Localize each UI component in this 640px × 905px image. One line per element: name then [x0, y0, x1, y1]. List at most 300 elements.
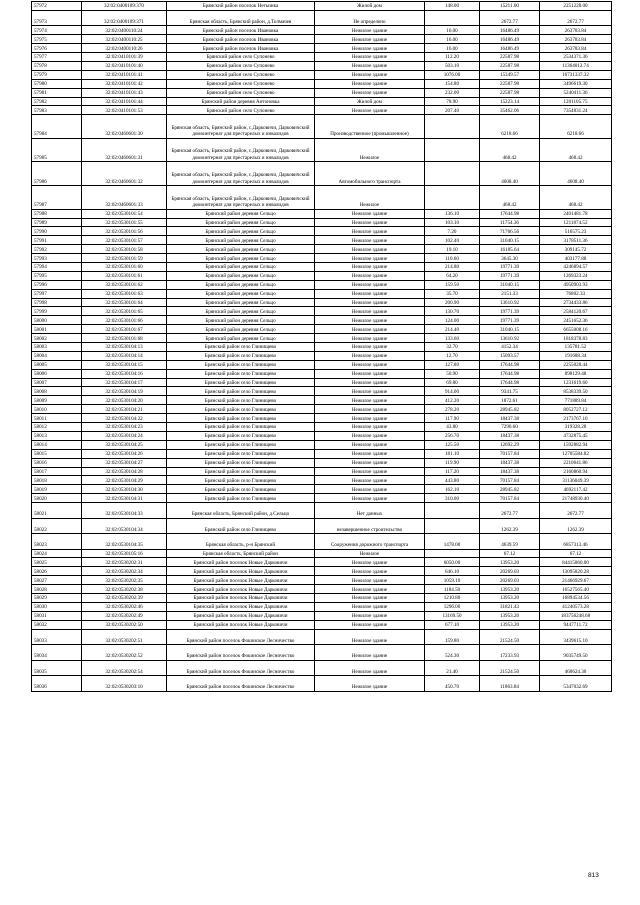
unit-value-cell: 70157.84	[480, 494, 540, 503]
purpose-cell: Нежилое здание	[315, 325, 425, 334]
cadastral-number-cell: 32:02:0410101:43	[82, 88, 167, 97]
area-cell: 214.80	[425, 263, 480, 272]
address-cell: Брянский район поселок Фокинское Лесничество	[167, 660, 315, 676]
address-cell: Брянский район деревня Сельцо	[167, 227, 315, 236]
area-cell: 159.50	[425, 280, 480, 289]
cadastral-number-cell: 32:02:0530104:34	[82, 518, 167, 534]
address-cell: Брянский район село Глинищево	[167, 378, 315, 387]
address-cell: Брянская область, Брянский район, с.Дарковичи, Дарковичский домоинтернат для престарелых и инвалидов	[167, 162, 315, 186]
table-row	[32, 387, 612, 396]
unit-value-cell: 3645.30	[480, 254, 540, 263]
row-number-cell: 58019	[32, 485, 82, 494]
unit-value-cell: 17644.98	[480, 378, 540, 387]
table-row	[32, 115, 612, 139]
area-cell: 232.00	[425, 88, 480, 97]
cadastral-number-cell: 32:02:0530104:29	[82, 476, 167, 485]
cadastral-value-cell: 309145.72	[540, 245, 612, 254]
area-cell: 200.90	[425, 298, 480, 307]
address-cell: Брянская область, Брянский район, с.Дарковичи, Дарковичский домоинтернат для престарелых и инвалидов	[167, 115, 315, 139]
table-row	[32, 660, 612, 676]
area-cell: 127.80	[425, 360, 480, 369]
table-row	[32, 576, 612, 585]
purpose-cell: Нежилое здание	[315, 271, 425, 280]
table-row	[32, 325, 612, 334]
purpose-cell: Нежилое здание	[315, 611, 425, 620]
purpose-cell: Нежилое здание	[315, 307, 425, 316]
cadastral-value-cell: 771889.84	[540, 396, 612, 405]
table-row	[32, 494, 612, 503]
area-cell: 1076.00	[425, 70, 480, 79]
purpose-cell: незавершенное строительство	[315, 518, 425, 534]
unit-value-cell: 67.12	[480, 549, 540, 558]
cadastral-number-cell: 32:02:0530101:65	[82, 307, 167, 316]
cadastral-value-cell: 191688.34	[540, 351, 612, 360]
address-cell: Брянский район деревня Сельцо	[167, 236, 315, 245]
cadastral-value-cell: 1201105.75	[540, 97, 612, 106]
cadastral-number-cell: 32:02:0530104:22	[82, 414, 167, 423]
area-cell: 914.00	[425, 387, 480, 396]
address-cell: Брянский район поселок Новые Дарковичи	[167, 602, 315, 611]
purpose-cell: Нежилое здание	[315, 576, 425, 585]
area-cell: 35.70	[425, 289, 480, 298]
address-cell: Брянский район село Глинищево	[167, 476, 315, 485]
unit-value-cell: 70157.84	[480, 476, 540, 485]
row-number-cell: 58009	[32, 396, 82, 405]
cadastral-value-cell: 183756248.68	[540, 611, 612, 620]
cadastral-number-cell: 32:02:0530104:33	[82, 503, 167, 519]
row-number-cell: 58026	[32, 567, 82, 576]
purpose-cell: Жилой дом	[315, 2, 425, 11]
cadastral-number-cell: 32:02:0530104:24	[82, 431, 167, 440]
row-number-cell: 58017	[32, 467, 82, 476]
cadastral-value-cell: 2734433.86	[540, 298, 612, 307]
unit-value-cell: 13953.20	[480, 620, 540, 629]
area-cell: 159.80	[425, 629, 480, 645]
cadastral-number-cell: 32:02:0410101:40	[82, 61, 167, 70]
cadastral-number-cell: 32:02:0460601:33	[82, 186, 167, 210]
cadastral-number-cell: 32:02:0530202:35	[82, 576, 167, 585]
row-number-cell: 57985	[32, 138, 82, 162]
address-cell: Брянский район село Глинищево	[167, 485, 315, 494]
unit-value-cell: 18437.38	[480, 467, 540, 476]
table-row	[32, 549, 612, 558]
address-cell: Брянский район поселок Фокинское Лесничество	[167, 676, 315, 692]
cadastral-number-cell: 32:02:0530104:26	[82, 449, 167, 458]
area-cell: 117.90	[425, 414, 480, 423]
row-number-cell: 58015	[32, 449, 82, 458]
cadastral-number-cell: 32:02:0530104:23	[82, 423, 167, 432]
address-cell: Брянский район поселок Новые Дарковичи	[167, 594, 315, 603]
table-row	[32, 414, 612, 423]
row-number-cell: 57996	[32, 280, 82, 289]
unit-value-cell: 28945.82	[480, 485, 540, 494]
unit-value-cell: 2672.77	[480, 503, 540, 519]
cadastral-value-cell: 135781.52	[540, 343, 612, 352]
row-number-cell: 58010	[32, 405, 82, 414]
cadastral-value-cell: 1592882.94	[540, 440, 612, 449]
cadastral-number-cell: 32:02:0460601:32	[82, 162, 167, 186]
cadastral-number-cell: 32:02:0530202:49	[82, 611, 167, 620]
row-number-cell: 58008	[32, 387, 82, 396]
cadastral-value-cell: 84415860.00	[540, 558, 612, 567]
row-number-cell: 57974	[32, 26, 82, 35]
row-number-cell: 58029	[32, 594, 82, 603]
unit-value-cell: 16486.49	[480, 44, 540, 53]
cadastral-value-cell: 2451652.36	[540, 316, 612, 325]
cadastral-value-cell: 263783.84	[540, 35, 612, 44]
unit-value-cell: 4152.34	[480, 343, 540, 352]
cadastral-value-cell: 12705584.82	[540, 449, 612, 458]
row-number-cell: 58021	[32, 503, 82, 519]
purpose-cell: Жилой дом	[315, 97, 425, 106]
address-cell: Брянская область, Брянский район, с.Дарковичи, Дарковичский домоинтернат для престарелых и инвалидов	[167, 186, 315, 210]
cadastral-value-cell: 4732875.45	[540, 431, 612, 440]
table-row	[32, 106, 612, 115]
area-cell: 450.70	[425, 676, 480, 692]
purpose-cell: Нежилое здание	[315, 567, 425, 576]
row-number-cell: 57979	[32, 70, 82, 79]
address-cell: Брянский район село Глинищево	[167, 414, 315, 423]
unit-value-cell: 17233.93	[480, 645, 540, 661]
purpose-cell: Нежилое здание	[315, 35, 425, 44]
address-cell: Брянский район деревня Сельцо	[167, 271, 315, 280]
page-number: 813	[588, 872, 599, 879]
table-row	[32, 602, 612, 611]
cadastral-value-cell: 16894534.56	[540, 594, 612, 603]
unit-value-cell: 1262.39	[480, 518, 540, 534]
cadastral-value-cell: 6218.66	[540, 115, 612, 139]
address-cell: Брянский район деревня Сельцо	[167, 209, 315, 218]
area-cell: 278.20	[425, 405, 480, 414]
table-row	[32, 2, 612, 11]
cadastral-number-cell: 32:02:0530101:60	[82, 263, 167, 272]
cadastral-value-cell: 1211874.52	[540, 218, 612, 227]
purpose-cell: Нежилое	[315, 138, 425, 162]
area-cell: 677.10	[425, 620, 480, 629]
area-cell: 1184.50	[425, 585, 480, 594]
address-cell: Брянская область, Брянский район, с.Дарковичи, Дарковичский домоинтернат для престарелых и инвалидов	[167, 138, 315, 162]
table-row	[32, 298, 612, 307]
table-row	[32, 440, 612, 449]
area-cell: 1210.80	[425, 594, 480, 603]
cadastral-value-cell: 2251228.00	[540, 2, 612, 11]
area-cell: 119.90	[425, 458, 480, 467]
row-number-cell: 58032	[32, 620, 82, 629]
table-row	[32, 594, 612, 603]
cadastral-value-cell: 263783.84	[540, 26, 612, 35]
cadastral-value-cell: 76802.33	[540, 289, 612, 298]
purpose-cell: Нежилое здание	[315, 334, 425, 343]
cadastral-value-cell: 468.42	[540, 138, 612, 162]
register-sheet	[31, 1, 611, 692]
purpose-cell: Нежилое здание	[315, 44, 425, 53]
area-cell: 7.20	[425, 227, 480, 236]
cadastral-value-cell: 2160860.94	[540, 467, 612, 476]
cadastral-number-cell: 32:02:0530104:25	[82, 440, 167, 449]
cadastral-value-cell: 67.12	[540, 549, 612, 558]
cadastral-value-cell: 2584120.67	[540, 307, 612, 316]
unit-value-cell: 2672.77	[480, 10, 540, 26]
unit-value-cell: 22587.98	[480, 53, 540, 62]
cadastral-value-cell: 263783.84	[540, 44, 612, 53]
cadastral-number-cell: 32:02:0530101:66	[82, 316, 167, 325]
unit-value-cell: 15349.57	[480, 70, 540, 79]
address-cell: Брянский район село Глинищево	[167, 360, 315, 369]
table-row	[32, 405, 612, 414]
unit-value-cell: 19771.39	[480, 263, 540, 272]
purpose-cell: Нежилое здание	[315, 70, 425, 79]
table-row	[32, 485, 612, 494]
purpose-cell: Нежилое здание	[315, 88, 425, 97]
table-row	[32, 534, 612, 550]
row-number-cell: 57992	[32, 245, 82, 254]
cadastral-number-cell: 32:02:0460601:30	[82, 115, 167, 139]
address-cell: Брянская область, Брянский район, д.Сельцо	[167, 503, 315, 519]
row-number-cell: 57984	[32, 115, 82, 139]
cadastral-value-cell: 1262.39	[540, 518, 612, 534]
row-number-cell: 58031	[32, 611, 82, 620]
unit-value-cell: 4608.40	[480, 162, 540, 186]
purpose-cell: Нежилое здание	[315, 263, 425, 272]
unit-value-cell: 31821.43	[480, 602, 540, 611]
row-number-cell: 57990	[32, 227, 82, 236]
unit-value-cell: 15211.00	[480, 2, 540, 11]
area-cell: 443.80	[425, 476, 480, 485]
area-cell: 13169.50	[425, 611, 480, 620]
cadastral-number-cell: 32:02:0530202:31	[82, 558, 167, 567]
area-cell: 16.00	[425, 44, 480, 53]
table-row	[32, 70, 612, 79]
table-row	[32, 186, 612, 210]
cadastral-value-cell: 6857313.46	[540, 534, 612, 550]
cadastral-value-cell: 4950903.93	[540, 280, 612, 289]
table-row	[32, 44, 612, 53]
row-number-cell: 57991	[32, 236, 82, 245]
address-cell: Брянский район село Супонево	[167, 61, 315, 70]
purpose-cell: Нежилое здание	[315, 405, 425, 414]
cadastral-number-cell: 32:02:0400109:370	[82, 2, 167, 11]
table-row	[32, 79, 612, 88]
row-number-cell: 58023	[32, 534, 82, 550]
address-cell: Брянский район село Глинищево	[167, 396, 315, 405]
area-cell: 21.40	[425, 660, 480, 676]
area-cell: 78.90	[425, 97, 480, 106]
cadastral-number-cell: 32:02:0530104:14	[82, 351, 167, 360]
table-row	[32, 558, 612, 567]
row-number-cell: 57993	[32, 254, 82, 263]
purpose-cell: Нежилое здание	[315, 485, 425, 494]
cadastral-number-cell: 32:02:0530202:34	[82, 567, 167, 576]
address-cell: Брянский район поселок Фокинское Лесничество	[167, 629, 315, 645]
table-row	[32, 620, 612, 629]
area-cell: 69.80	[425, 378, 480, 387]
row-number-cell: 57978	[32, 61, 82, 70]
cadastral-number-cell: 32:02:0400110:24	[82, 26, 167, 35]
cadastral-value-cell: 1269323.24	[540, 271, 612, 280]
area-cell	[425, 162, 480, 186]
address-cell: Брянский район деревня Сельцо	[167, 325, 315, 334]
address-cell: Брянский район деревня Сельцо	[167, 245, 315, 254]
purpose-cell: Нет данных	[315, 503, 425, 519]
unit-value-cell: 31040.15	[480, 325, 540, 334]
purpose-cell: Нежилое здание	[315, 629, 425, 645]
address-cell: Брянский район село Глинищево	[167, 405, 315, 414]
area-cell: 136.10	[425, 209, 480, 218]
cadastral-value-cell: 3439615.10	[540, 629, 612, 645]
row-number-cell: 58001	[32, 325, 82, 334]
area-cell: 310.00	[425, 494, 480, 503]
cadastral-value-cell: 4246894.57	[540, 263, 612, 272]
area-cell: 64.20	[425, 271, 480, 280]
cadastral-value-cell: 4692117.42	[540, 485, 612, 494]
address-cell: Брянский район село Глинищево	[167, 467, 315, 476]
cadastral-number-cell: 32:02:0410101:53	[82, 106, 167, 115]
area-cell: 214.40	[425, 325, 480, 334]
address-cell: Брянский район деревня Сельцо	[167, 298, 315, 307]
unit-value-cell: 11863.84	[480, 676, 540, 692]
address-cell: Брянский район поселок Ивановка	[167, 26, 315, 35]
row-number-cell: 57987	[32, 186, 82, 210]
row-number-cell: 57977	[32, 53, 82, 62]
unit-value-cell: 11754.36	[480, 218, 540, 227]
cadastral-number-cell: 32:02:0530202:50	[82, 620, 167, 629]
unit-value-cell: 19771.39	[480, 271, 540, 280]
address-cell: Брянский район деревня Сельцо	[167, 218, 315, 227]
address-cell: Брянский район поселок Фокинское Лесничество	[167, 645, 315, 661]
purpose-cell: Нежилое здание	[315, 26, 425, 35]
unit-value-cell: 16486.49	[480, 35, 540, 44]
unit-value-cell: 19771.39	[480, 316, 540, 325]
cadastral-value-cell: 8538339.50	[540, 387, 612, 396]
purpose-cell: Нежилое здание	[315, 378, 425, 387]
cadastral-number-cell: 32:02:0530101:56	[82, 227, 167, 236]
area-cell: 125.50	[425, 440, 480, 449]
cadastral-number-cell: 32:02:0460601:31	[82, 138, 167, 162]
unit-value-cell: 19771.39	[480, 307, 540, 316]
row-number-cell: 58011	[32, 414, 82, 423]
address-cell: Брянский район поселок Нетьинка	[167, 2, 315, 11]
register-table-body	[32, 2, 612, 692]
cadastral-value-cell: 2672.77	[540, 10, 612, 26]
cadastral-value-cell: 516575.23	[540, 227, 612, 236]
address-cell: Брянский район село Супонево	[167, 79, 315, 88]
cadastral-number-cell: 32:02:0530104:30	[82, 485, 167, 494]
address-cell: Брянский район село Супонево	[167, 106, 315, 115]
area-cell: 110.60	[425, 254, 480, 263]
cadastral-value-cell: 2210641.86	[540, 458, 612, 467]
unit-value-cell: 22587.98	[480, 79, 540, 88]
address-cell: Брянский район село Глинищево	[167, 369, 315, 378]
row-number-cell: 57994	[32, 263, 82, 272]
unit-value-cell: 13953.20	[480, 594, 540, 603]
table-row	[32, 263, 612, 272]
table-row	[32, 518, 612, 534]
cadastral-value-cell: 468.42	[540, 186, 612, 210]
area-cell: 16.00	[425, 26, 480, 35]
row-number-cell: 57980	[32, 79, 82, 88]
table-row	[32, 476, 612, 485]
purpose-cell: Производственное (промышленное)	[315, 115, 425, 139]
cadastral-value-cell: 2173767.10	[540, 414, 612, 423]
address-cell: Брянский район село Глинищево	[167, 387, 315, 396]
table-row	[32, 245, 612, 254]
purpose-cell: Нежилое здание	[315, 53, 425, 62]
cadastral-number-cell: 32:02:0530101:62	[82, 280, 167, 289]
row-number-cell: 58018	[32, 476, 82, 485]
area-cell	[425, 138, 480, 162]
row-number-cell: 58003	[32, 343, 82, 352]
address-cell: Брянский район поселок Новые Дарковичи	[167, 620, 315, 629]
unit-value-cell: 1872.61	[480, 396, 540, 405]
cadastral-number-cell: 32:02:0530202:51	[82, 629, 167, 645]
area-cell	[425, 115, 480, 139]
purpose-cell: Нежилое здание	[315, 254, 425, 263]
table-row	[32, 567, 612, 576]
table-row	[32, 503, 612, 519]
address-cell: Брянский район село Супонево	[167, 53, 315, 62]
purpose-cell: Нежилое здание	[315, 298, 425, 307]
cadastral-number-cell: 32:02:0530104:17	[82, 378, 167, 387]
cadastral-number-cell: 32:02:0530101:67	[82, 325, 167, 334]
row-number-cell: 57995	[32, 271, 82, 280]
row-number-cell: 57982	[32, 97, 82, 106]
area-cell: 130.70	[425, 307, 480, 316]
unit-value-cell: 18437.38	[480, 431, 540, 440]
row-number-cell: 57973	[32, 10, 82, 26]
row-number-cell: 57986	[32, 162, 82, 186]
cadastral-number-cell: 32:02:0530202:46	[82, 602, 167, 611]
unit-value-cell: 4639.59	[480, 534, 540, 550]
unit-value-cell: 31040.15	[480, 280, 540, 289]
unit-value-cell: 70157.84	[480, 449, 540, 458]
row-number-cell: 58027	[32, 576, 82, 585]
area-cell: 207.40	[425, 106, 480, 115]
table-row	[32, 343, 612, 352]
cadastral-number-cell: 32:02:0530104:31	[82, 494, 167, 503]
row-number-cell: 57997	[32, 289, 82, 298]
area-cell: 162.10	[425, 485, 480, 494]
cadastral-number-cell: 32:02:0400110:26	[82, 44, 167, 53]
purpose-cell: Нежилое здание	[315, 280, 425, 289]
purpose-cell: Нежилое здание	[315, 458, 425, 467]
address-cell: Брянский район село Супонево	[167, 88, 315, 97]
row-number-cell: 58034	[32, 645, 82, 661]
unit-value-cell: 13610.92	[480, 334, 540, 343]
cadastral-value-cell: 8052727.12	[540, 405, 612, 414]
cadastral-value-cell: 2534371.36	[540, 53, 612, 62]
row-number-cell: 58014	[32, 440, 82, 449]
address-cell: Брянский район деревня Сельцо	[167, 280, 315, 289]
cadastral-value-cell: 31136049.39	[540, 476, 612, 485]
unit-value-cell: 13953.20	[480, 611, 540, 620]
unit-value-cell: 15093.57	[480, 351, 540, 360]
cadastral-value-cell: 13095820.28	[540, 567, 612, 576]
purpose-cell: Нежилое здание	[315, 227, 425, 236]
table-row	[32, 423, 612, 432]
row-number-cell: 57988	[32, 209, 82, 218]
unit-value-cell: 9341.75	[480, 387, 540, 396]
unit-value-cell: 468.42	[480, 138, 540, 162]
purpose-cell: Автомобильного транспорта	[315, 162, 425, 186]
table-row	[32, 585, 612, 594]
area-cell: 1059.10	[425, 576, 480, 585]
unit-value-cell: 13610.92	[480, 298, 540, 307]
cadastral-value-cell: 9035749.50	[540, 645, 612, 661]
unit-value-cell: 35462.06	[480, 106, 540, 115]
purpose-cell: Нежилое здание	[315, 431, 425, 440]
area-cell: 112.20	[425, 53, 480, 62]
area-cell: 412.20	[425, 396, 480, 405]
